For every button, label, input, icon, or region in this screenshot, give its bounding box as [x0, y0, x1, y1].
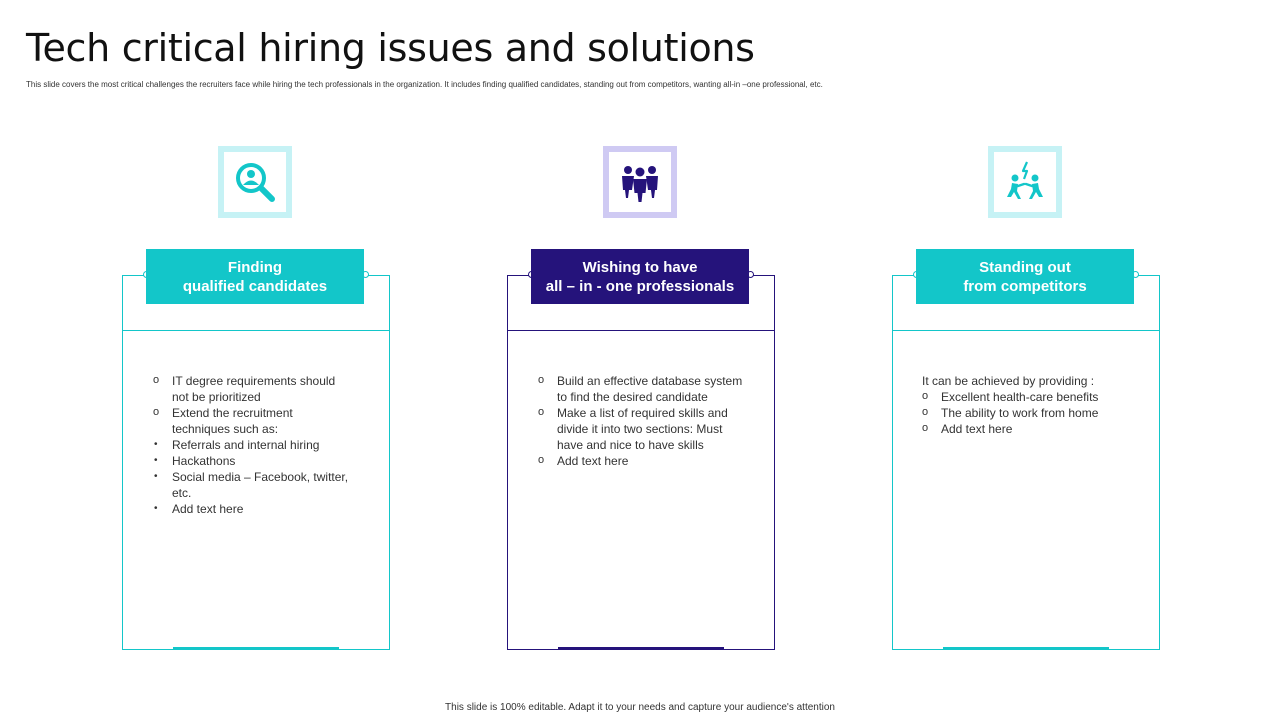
competition-icon: [1001, 158, 1049, 206]
search-person-icon: [231, 158, 279, 206]
card-heading-line1: Wishing to have: [582, 258, 698, 276]
list-item: o The ability to work from home: [922, 405, 1142, 421]
card-heading-line2: from competitors: [963, 277, 1087, 295]
card-heading: [531, 249, 749, 304]
sub-list-item: • Hackathons: [153, 453, 353, 469]
list-item: o Make a list of required skills and divide it into two sections: Must have and nice to have skills: [538, 405, 743, 453]
card-bottom-accent: [173, 647, 339, 650]
page-title: Tech critical hiring issues and solutions: [26, 26, 755, 70]
card-icon-frame: [988, 146, 1062, 218]
card-finding-candidates: [122, 0, 390, 720]
card-heading-line2: qualified candidates: [182, 277, 328, 295]
card-all-in-one: [507, 0, 775, 720]
team-icon: [616, 158, 664, 206]
card-frame: [892, 275, 1160, 650]
card-icon-frame: [603, 146, 677, 218]
list-item: o Add text here: [538, 453, 743, 469]
sub-list-item: • Social media – Facebook, twitter, etc.: [153, 469, 353, 501]
card-heading-line2: all – in - one professionals: [545, 277, 735, 295]
card-bottom-accent: [943, 647, 1109, 650]
card-heading-line1: Finding: [227, 258, 283, 276]
card-heading: [916, 249, 1134, 304]
card-content: [153, 373, 353, 517]
sub-list-item: • Add text here: [153, 501, 353, 517]
list-item: o Add text here: [922, 421, 1142, 437]
page-subtitle: This slide covers the most critical challenges the recruiters face while hiring the tech professionals in the organization. It includes finding qualified candidates, standing out from competitors, wanting all-in –one professional, etc.: [26, 80, 823, 89]
card-standing-out: [892, 0, 1160, 720]
card-intro: It can be achieved by providing :: [922, 374, 1095, 388]
list-item: o Build an effective database system to find the desired candidate: [538, 373, 743, 405]
card-heading: [146, 249, 364, 304]
card-content: [922, 373, 1142, 437]
card-content: [538, 373, 743, 469]
sub-list-item: • Referrals and internal hiring: [153, 437, 353, 453]
footer-note: This slide is 100% editable. Adapt it to your needs and capture your audience's attention: [445, 702, 835, 713]
card-bottom-accent: [558, 647, 724, 650]
card-heading-line1: Standing out: [979, 258, 1071, 276]
list-item: o Extend the recruitment techniques such as:: [153, 405, 353, 437]
card-icon-frame: [218, 146, 292, 218]
list-item: o IT degree requirements should not be prioritized: [153, 373, 353, 405]
list-item: o Excellent health-care benefits: [922, 389, 1142, 405]
